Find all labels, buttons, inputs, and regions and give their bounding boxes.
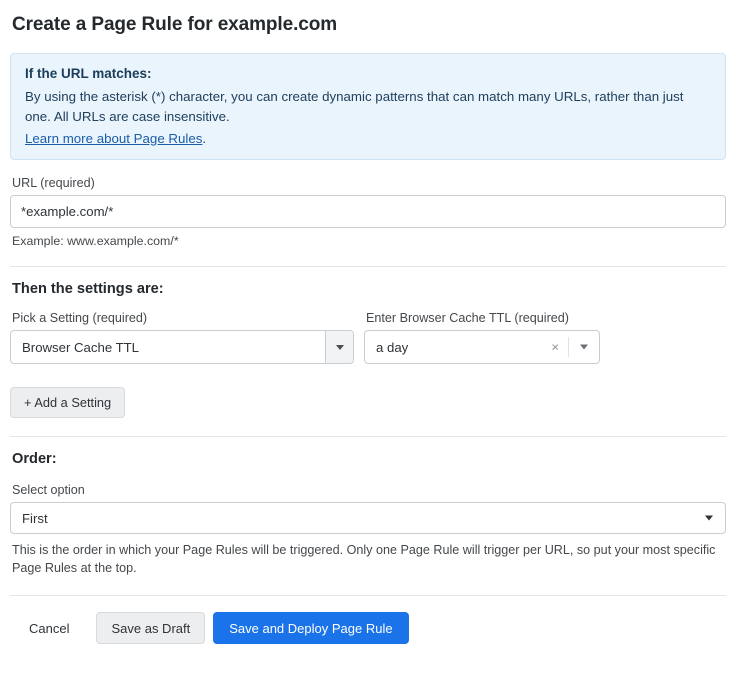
setting-picker-select[interactable] bbox=[10, 330, 354, 364]
order-hint: This is the order in which your Page Rules will be triggered. Only one Page Rule will trigger per URL, so put your most specific Page Rules at the top. bbox=[12, 543, 716, 575]
ttl-picker-select[interactable] bbox=[364, 330, 600, 364]
divider-order bbox=[10, 436, 726, 437]
cancel-button[interactable]: Cancel bbox=[10, 612, 88, 644]
callout-link-suffix: . bbox=[202, 131, 207, 146]
setting-picker-value: Browser Cache TTL bbox=[22, 339, 140, 355]
chevron-down-icon bbox=[336, 345, 344, 350]
callout-link-row bbox=[25, 131, 711, 146]
setting-picker-column bbox=[10, 311, 354, 364]
add-setting-button[interactable]: + Add a Setting bbox=[10, 387, 125, 418]
ttl-picker-divider bbox=[568, 337, 569, 357]
url-field-label: URL (required) bbox=[12, 176, 95, 190]
callout-text: By using the asterisk (*) character, you can create dynamic patterns that can match many URLs, rather than just one. All URLs are case insensitive. bbox=[25, 89, 684, 124]
order-select-label: Select option bbox=[12, 483, 85, 497]
save-and-deploy-button[interactable]: Save and Deploy Page Rule bbox=[213, 612, 408, 644]
setting-picker-label: Pick a Setting (required) bbox=[12, 311, 148, 325]
settings-row bbox=[10, 311, 726, 364]
divider-settings bbox=[10, 266, 726, 267]
page-title: Create a Page Rule for example.com bbox=[12, 14, 338, 35]
order-select-value: First bbox=[22, 510, 48, 526]
chevron-down-icon bbox=[705, 516, 713, 521]
form-actions bbox=[10, 612, 726, 644]
order-section-title: Order: bbox=[12, 451, 57, 467]
url-match-callout bbox=[10, 53, 726, 160]
url-hint: Example: www.example.com/* bbox=[12, 234, 179, 248]
url-input[interactable] bbox=[10, 195, 726, 228]
learn-more-link[interactable]: Learn more about Page Rules bbox=[25, 131, 203, 146]
ttl-picker-value: a day bbox=[376, 339, 409, 355]
chevron-down-icon[interactable] bbox=[580, 345, 588, 350]
clear-icon[interactable]: × bbox=[551, 339, 559, 355]
save-as-draft-button[interactable]: Save as Draft bbox=[96, 612, 205, 644]
callout-title: If the URL matches: bbox=[25, 66, 152, 81]
order-select[interactable] bbox=[10, 502, 726, 534]
settings-section-title: Then the settings are: bbox=[12, 281, 164, 297]
ttl-picker-column bbox=[364, 311, 600, 364]
page-rule-form bbox=[0, 14, 736, 690]
ttl-picker-label: Enter Browser Cache TTL (required) bbox=[366, 311, 569, 325]
setting-picker-dropdown-button[interactable] bbox=[325, 331, 353, 363]
divider-actions bbox=[10, 595, 726, 596]
